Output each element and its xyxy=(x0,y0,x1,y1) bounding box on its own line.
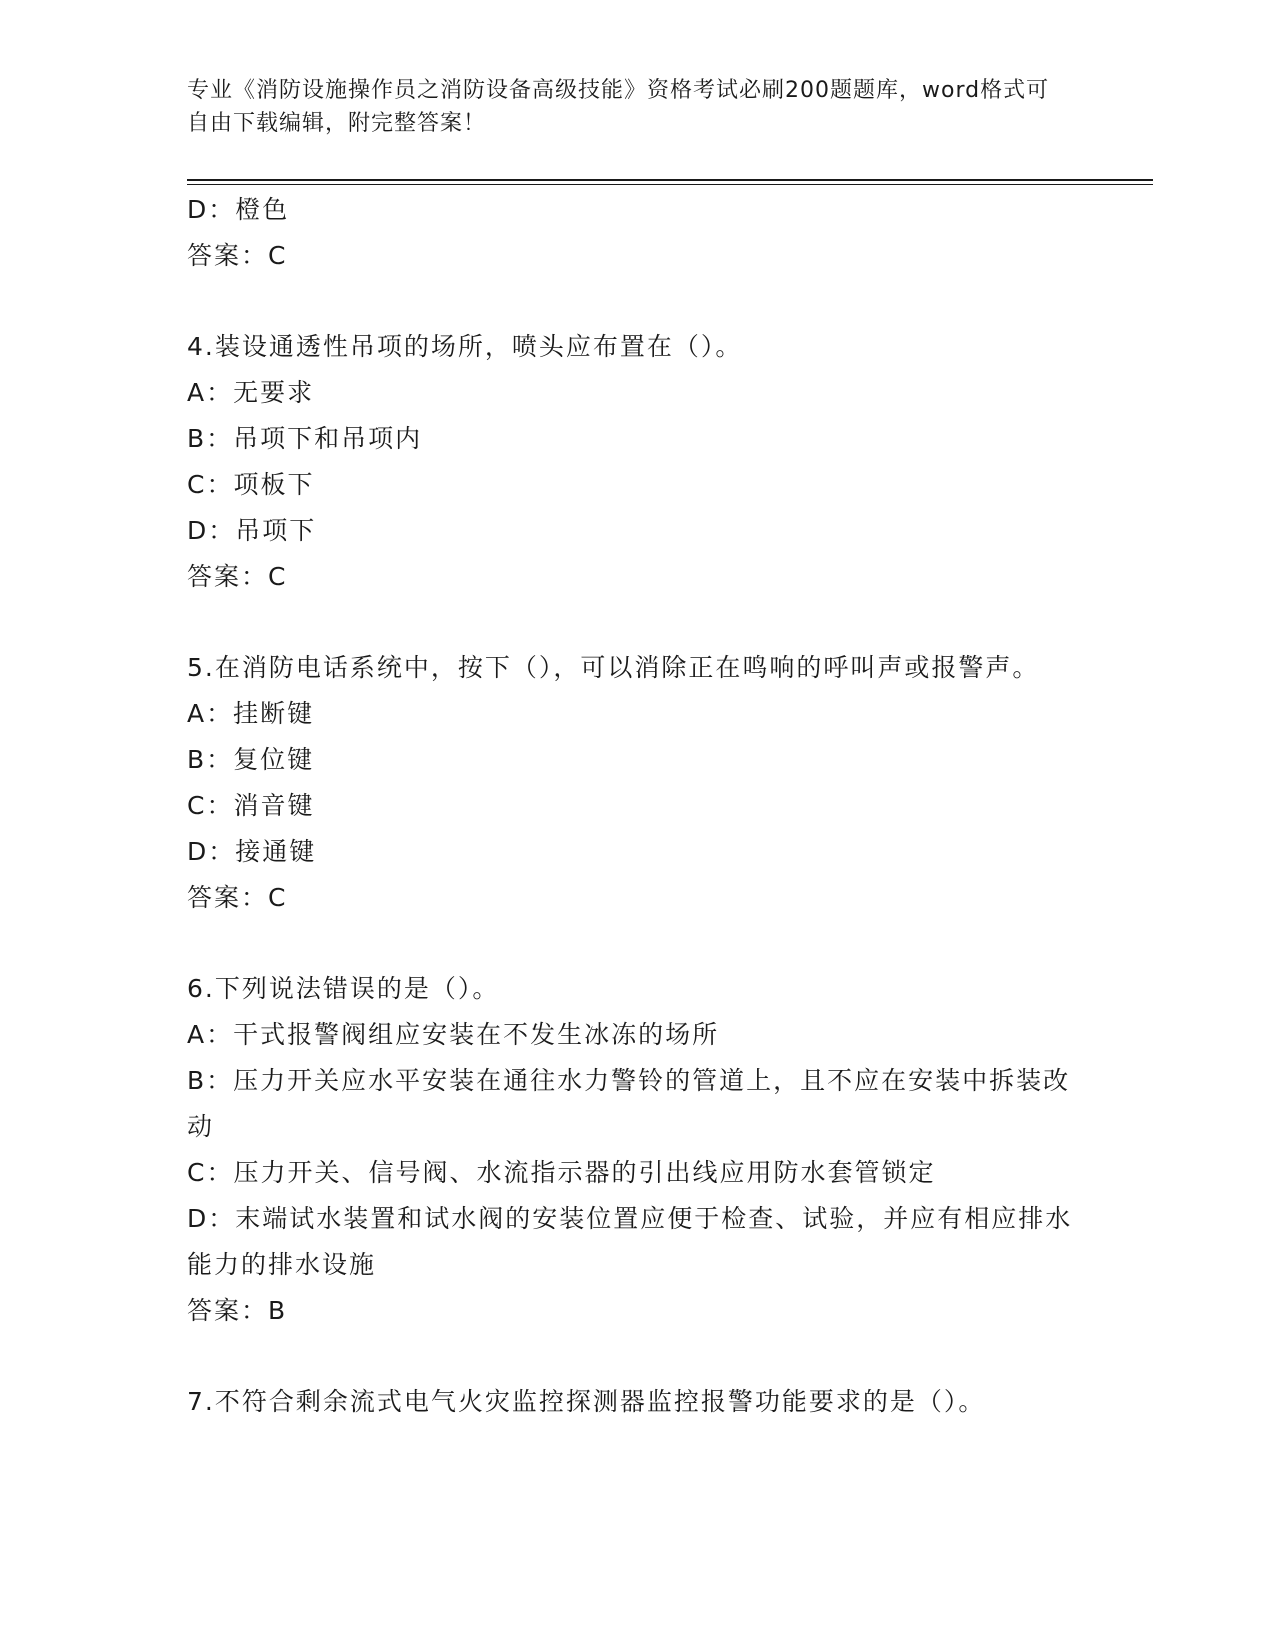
option-c: C：压力开关、信号阀、水流指示器的引出线应用防水套管锁定 xyxy=(187,1158,936,1187)
question-stem: 4.装设通透性吊项的场所，喷头应布置在（）。 xyxy=(187,332,743,361)
option-d: D：吊项下 xyxy=(187,516,317,545)
document-header: 专业《消防设施操作员之消防设备高级技能》资格考试必刷200题题库，word格式可自由下载编辑，附完整答案！ xyxy=(187,78,1050,136)
header-divider xyxy=(187,179,1153,181)
answer-line: 答案：C xyxy=(187,562,288,591)
option-d: D：橙色 xyxy=(187,195,290,224)
question-stem: 5.在消防电话系统中，按下（），可以消除正在鸣响的呼叫声或报警声。 xyxy=(187,653,1040,682)
answer-line: 答案：C xyxy=(187,883,288,912)
answer-line: 答案：C xyxy=(187,241,288,270)
option-a: A：干式报警阀组应安装在不发生冰冻的场所 xyxy=(187,1020,720,1049)
question-stem: 6.下列说法错误的是（）。 xyxy=(187,974,500,1003)
question-5 xyxy=(187,645,1077,921)
question-7 xyxy=(187,1379,1077,1425)
option-a: A：挂断键 xyxy=(187,699,315,728)
option-a: A：无要求 xyxy=(187,378,315,407)
option-d: D：末端试水装置和试水阀的安装位置应便于检查、试验，并应有相应排水能力的排水设施 xyxy=(187,1204,1073,1279)
header-divider-thin xyxy=(187,184,1153,185)
option-d: D：接通键 xyxy=(187,837,317,866)
answer-line: 答案：B xyxy=(187,1296,288,1325)
question-4 xyxy=(187,324,1077,600)
option-b: B：复位键 xyxy=(187,745,315,774)
option-b: B：吊项下和吊项内 xyxy=(187,424,423,453)
option-b: B：压力开关应水平安装在通往水力警铃的管道上，且不应在安装中拆装改动 xyxy=(187,1066,1071,1141)
option-c: C：项板下 xyxy=(187,470,315,499)
question-stem: 7.不符合剩余流式电气火灾监控探测器监控报警功能要求的是（）。 xyxy=(187,1387,986,1416)
question-list xyxy=(187,187,1077,1425)
option-c: C：消音键 xyxy=(187,791,315,820)
question-6 xyxy=(187,966,1077,1334)
